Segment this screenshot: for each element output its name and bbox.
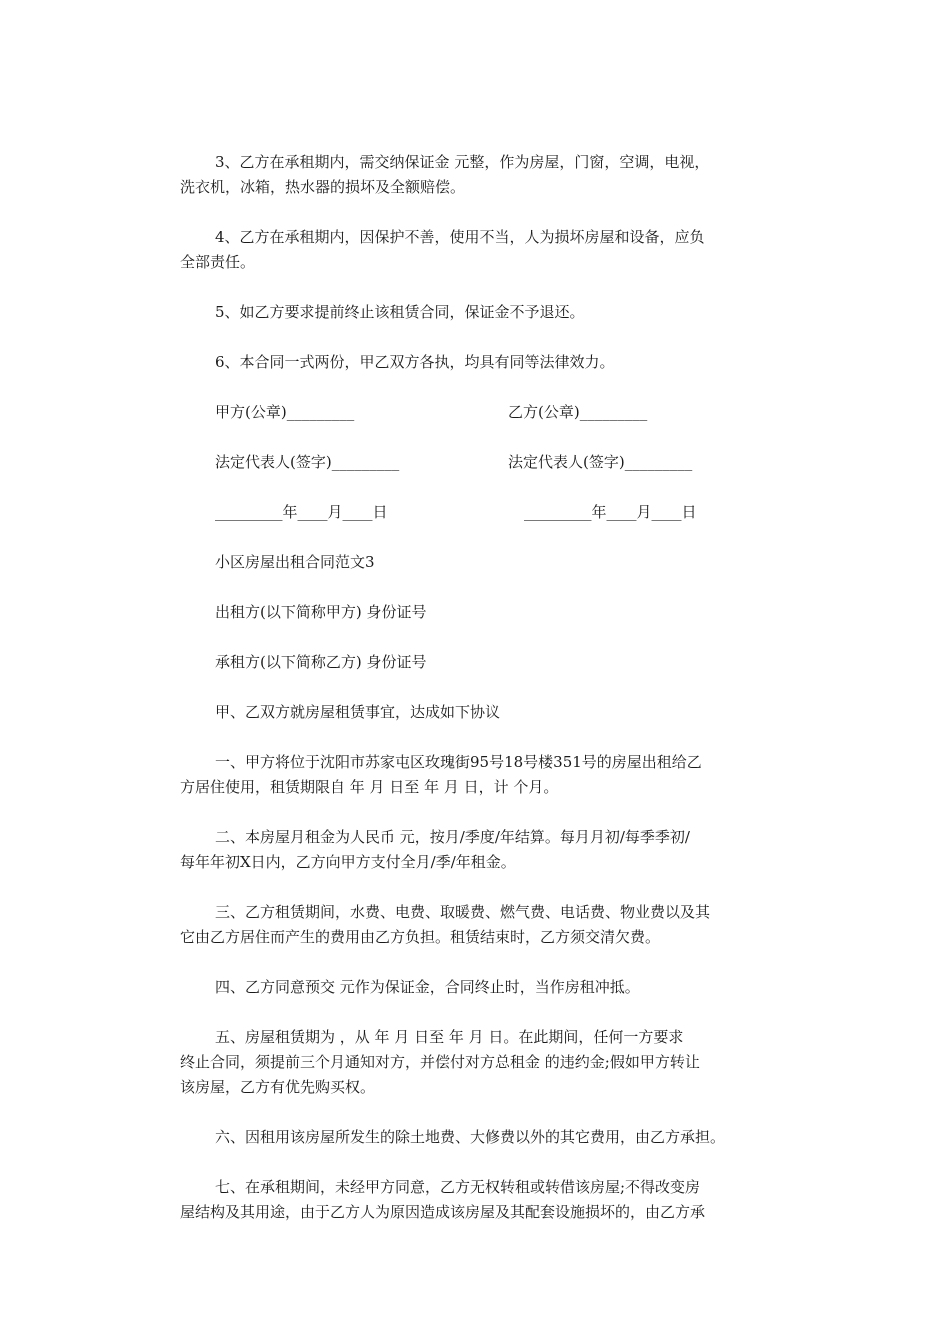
clause-line: 方居住使用，租赁期限自 年 月 日至 年 月 日，计 个月。 xyxy=(180,778,559,796)
section-title: 小区房屋出租合同范文3 xyxy=(215,553,375,571)
clause-6 xyxy=(180,1125,780,1150)
clause-line: 五、房屋租赁期为 ，从 年 月 日至 年 月 日。在此期间，任何一方要求 xyxy=(215,1028,684,1046)
lessee-line: 承租方(以下简称乙方) 身份证号 xyxy=(215,653,427,671)
paragraph-line: 全部责任。 xyxy=(180,253,256,271)
party-a-representative: 法定代表人(签字)_________ xyxy=(215,453,400,471)
party-b-representative: 法定代表人(签字)_________ xyxy=(508,453,693,471)
party-b-date: _________年____月____日 xyxy=(524,503,697,521)
party-b-seal: 乙方(公章)_________ xyxy=(508,403,648,421)
clause-5 xyxy=(180,1025,780,1100)
clause-2 xyxy=(180,825,780,875)
clause-line: 四、乙方同意预交 元作为保证金，合同终止时，当作房租冲抵。 xyxy=(215,978,640,996)
paragraph-line: 3、乙方在承租期内，需交纳保证金 元整，作为房屋，门窗，空调，电视， xyxy=(215,153,710,171)
clause-3 xyxy=(180,900,780,950)
clause-line: 三、乙方租赁期间，水费、电费、取暖费、燃气费、电话费、物业费以及其 xyxy=(215,903,711,921)
paragraph-4 xyxy=(180,225,780,275)
clause-line: 终止合同，须提前三个月通知对方，并偿付对方总租金 的违约金;假如甲方转让 xyxy=(180,1053,700,1071)
party-a-date: _________年____月____日 xyxy=(215,503,388,521)
lessor-line: 出租方(以下简称甲方) 身份证号 xyxy=(215,603,427,621)
paragraph-6 xyxy=(180,350,780,375)
clause-line: 二、本房屋月租金为人民币 元，按月/季度/年结算。每月月初/每季季初/ xyxy=(215,828,690,846)
paragraph-line: 5、如乙方要求提前终止该租赁合同，保证金不予退还。 xyxy=(215,303,585,321)
paragraph-line: 洗衣机，冰箱，热水器的损坏及全额赔偿。 xyxy=(180,178,466,196)
clause-line: 六、因租用该房屋所发生的除土地费、大修费以外的其它费用，由乙方承担。 xyxy=(215,1128,726,1146)
clause-line: 该房屋，乙方有优先购买权。 xyxy=(180,1078,376,1096)
clause-line: 每年年初X日内，乙方向甲方支付全月/季/年租金。 xyxy=(180,853,516,871)
paragraph-3 xyxy=(180,150,780,200)
clause-1 xyxy=(180,750,780,800)
paragraph-5 xyxy=(180,300,780,325)
clause-line: 屋结构及其用途，由于乙方人为原因造成该房屋及其配套设施损坏的，由乙方承 xyxy=(180,1203,706,1221)
clause-line: 它由乙方居住而产生的费用由乙方负担。租赁结束时，乙方须交清欠费。 xyxy=(180,928,661,946)
paragraph-line: 4、乙方在承租期内，因保护不善，使用不当，人为损坏房屋和设备，应负 xyxy=(215,228,705,246)
clause-4 xyxy=(180,975,780,1000)
clause-line: 一、甲方将位于沈阳市苏家屯区玫瑰街95号18号楼351号的房屋出租给乙 xyxy=(215,753,702,771)
clause-line: 七、在承租期间，未经甲方同意，乙方无权转租或转借该房屋;不得改变房 xyxy=(215,1178,701,1196)
paragraph-line: 6、本合同一式两份，甲乙双方各执，均具有同等法律效力。 xyxy=(215,353,615,371)
party-a-seal: 甲方(公章)_________ xyxy=(215,403,355,421)
agreement-intro: 甲、乙双方就房屋租赁事宜，达成如下协议 xyxy=(215,703,501,721)
clause-7 xyxy=(180,1175,780,1225)
